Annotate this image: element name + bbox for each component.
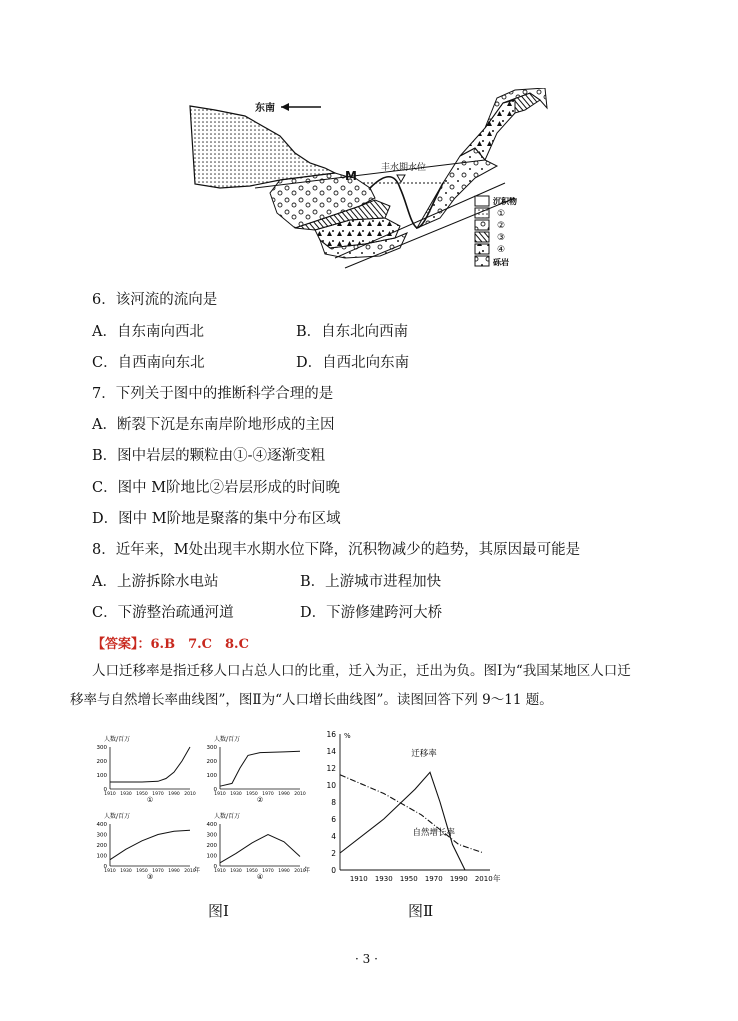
legend xyxy=(475,196,517,267)
figure-2-chart xyxy=(318,728,503,888)
legend-title: 沉积物 xyxy=(493,197,517,206)
q8-option-d: D．下游修建跨河大桥 xyxy=(300,605,443,621)
intro-paragraph xyxy=(70,657,732,715)
y-tick-label: 400 xyxy=(96,822,107,828)
page-number: · 3 · xyxy=(355,952,378,966)
answer-text: 6.B 7.C 8.C xyxy=(150,637,249,652)
y-axis-label: % xyxy=(344,732,351,740)
q8-option-a: A．上游拆除水电站 xyxy=(92,574,219,590)
y-tick-label: 100 xyxy=(96,773,107,779)
legend-item-1: ① xyxy=(497,209,506,219)
x-unit-label: 年 xyxy=(493,874,501,883)
y-tick-label: 10 xyxy=(326,781,336,790)
series-line-2 xyxy=(340,775,484,853)
x-tick-label: 1990 xyxy=(278,792,290,797)
series-line-1 xyxy=(340,772,465,870)
x-tick-label: 1970 xyxy=(262,792,274,797)
y-tick-label: 0 xyxy=(103,787,107,793)
y-tick-label: 200 xyxy=(96,843,107,849)
y-axis-label: 人数/百万 xyxy=(104,736,131,743)
x-unit-label: 年 xyxy=(194,867,201,874)
water-level-marker-icon xyxy=(397,175,405,182)
y-tick-label: 12 xyxy=(326,764,336,773)
y-tick-label: 6 xyxy=(331,815,336,824)
panel-label: ④ xyxy=(256,873,264,881)
y-tick-label: 4 xyxy=(331,832,336,841)
x-tick-label: 1950 xyxy=(246,792,258,797)
x-tick-label: 2010 xyxy=(184,792,196,797)
legend-item-4: ④ xyxy=(497,245,506,255)
x-tick-label: 1990 xyxy=(168,792,180,797)
y-axis-label: 人数/百万 xyxy=(214,813,241,820)
panel-label: ② xyxy=(256,796,264,804)
mini-chart-1 xyxy=(97,735,196,804)
y-tick-label: 200 xyxy=(206,759,217,765)
y-tick-label: 8 xyxy=(331,798,336,807)
q8-option-c: C．下游整治疏通河道 xyxy=(92,605,234,621)
y-tick-label: 0 xyxy=(213,787,217,793)
y-tick-label: 300 xyxy=(206,745,217,751)
q6-option-a: A．自东南向西北 xyxy=(92,324,204,340)
legend-rock: 砾岩 xyxy=(493,258,509,267)
x-tick-label: 1950 xyxy=(136,869,148,874)
series-line xyxy=(110,830,190,859)
y-tick-label: 300 xyxy=(96,745,107,751)
q6-option-d: D．自西北向东南 xyxy=(296,355,410,371)
y-axis-label: 人数/百万 xyxy=(104,813,131,820)
x-tick-label: 1930 xyxy=(120,869,132,874)
x-tick-label: 1970 xyxy=(262,869,274,874)
panel-label: ① xyxy=(146,796,154,804)
y-tick-label: 16 xyxy=(326,730,336,739)
series-label-migration: 迁移率 xyxy=(411,749,437,760)
y-tick-label: 100 xyxy=(96,853,107,860)
x-tick-label: 1930 xyxy=(230,792,242,797)
mini-chart-2 xyxy=(207,735,306,804)
panel-label: ③ xyxy=(146,873,154,881)
y-tick-label: 200 xyxy=(96,759,107,765)
series-line xyxy=(110,747,190,782)
mini-chart-3 xyxy=(97,812,201,881)
intro-line-2: 移率与自然增长率曲线图”，图Ⅱ为“人口增长曲线图”。读图回答下列 9～11 题。 xyxy=(70,692,553,708)
q8-stem: 8．近年来，M处出现丰水期水位下降，沉积物减少的趋势，其原因最可能是 xyxy=(92,542,581,558)
x-tick-label: 1930 xyxy=(120,792,132,797)
x-tick-label: 1950 xyxy=(136,792,148,797)
q6-option-b: B．自东北向西南 xyxy=(296,324,409,340)
y-axis-label: 人数/百万 xyxy=(214,736,241,743)
x-tick-label: 1950 xyxy=(246,869,258,874)
y-tick-label: 300 xyxy=(206,832,217,839)
x-tick-label: 1990 xyxy=(449,875,468,883)
x-tick-label: 1910 xyxy=(214,869,226,874)
x-tick-label: 1970 xyxy=(152,792,164,797)
x-tick-label: 1910 xyxy=(104,792,116,797)
q7-option-d: D．图中 M阶地是聚落的集中分布区域 xyxy=(92,511,341,527)
q6-stem: 6．该河流的流向是 xyxy=(92,292,218,308)
legend-item-3: ③ xyxy=(497,233,506,243)
x-tick-label: 1910 xyxy=(104,869,116,874)
y-tick-label: 200 xyxy=(206,843,217,849)
x-tick-label: 1910 xyxy=(214,792,226,797)
y-tick-label: 0 xyxy=(331,866,336,875)
figure-1-caption: 图Ⅰ xyxy=(208,902,229,920)
q7-stem: 7．下列关于图中的推断科学合理的是 xyxy=(92,386,334,402)
x-tick-label: 1950 xyxy=(399,875,418,883)
x-unit-label: 年 xyxy=(304,867,311,874)
series-line xyxy=(220,751,300,786)
answer-line xyxy=(92,633,249,652)
terrace-point-label: M xyxy=(345,169,357,183)
arrow-left-icon xyxy=(281,103,321,111)
q7-option-b: B．图中岩层的颗粒由①-④逐渐变粗 xyxy=(92,448,326,464)
q6-option-c: C．自西南向东北 xyxy=(92,355,205,371)
y-tick-label: 2 xyxy=(331,849,336,858)
x-tick-label: 2010 xyxy=(184,869,196,874)
y-tick-label: 100 xyxy=(206,773,217,779)
legend-item-2: ② xyxy=(497,221,506,231)
x-tick-label: 1930 xyxy=(374,875,393,883)
x-tick-label: 2010 xyxy=(294,869,306,874)
figure-2-caption: 图Ⅱ xyxy=(408,902,434,920)
y-tick-label: 14 xyxy=(326,747,336,756)
y-tick-label: 0 xyxy=(213,864,217,870)
x-tick-label: 1970 xyxy=(152,869,164,874)
answer-label: 【答案】： xyxy=(92,637,151,652)
x-tick-label: 1930 xyxy=(230,869,242,874)
q7-option-a: A．断裂下沉是东南岸阶地形成的主因 xyxy=(92,417,335,433)
y-tick-label: 0 xyxy=(103,864,107,870)
figure-1-charts xyxy=(90,732,315,887)
series-label-natural-growth: 自然增长率 xyxy=(412,828,456,839)
x-tick-label: 2010 xyxy=(294,792,306,797)
q7-option-c: C．图中 M阶地比②岩层形成的时间晚 xyxy=(92,480,341,496)
x-tick-label: 2010 xyxy=(474,875,493,883)
water-level-label: 丰水期水位 xyxy=(381,163,427,173)
x-tick-label: 1990 xyxy=(278,869,290,874)
y-tick-label: 100 xyxy=(206,853,217,860)
x-tick-label: 1910 xyxy=(349,875,368,883)
mini-chart-4 xyxy=(207,812,311,881)
direction-label: 东南 xyxy=(255,103,275,114)
intro-line-1: 人口迁移率是指迁移人口占总人口的比重，迁入为正，迁出为负。图Ⅰ为“我国某地区人口迁 xyxy=(92,663,631,679)
y-tick-label: 400 xyxy=(206,822,217,828)
river-terrace-diagram xyxy=(185,88,555,274)
y-tick-label: 300 xyxy=(96,832,107,839)
x-tick-label: 1970 xyxy=(424,875,443,883)
x-tick-label: 1990 xyxy=(168,869,180,874)
series-line xyxy=(220,835,300,863)
q8-option-b: B．上游城市进程加快 xyxy=(300,574,442,590)
